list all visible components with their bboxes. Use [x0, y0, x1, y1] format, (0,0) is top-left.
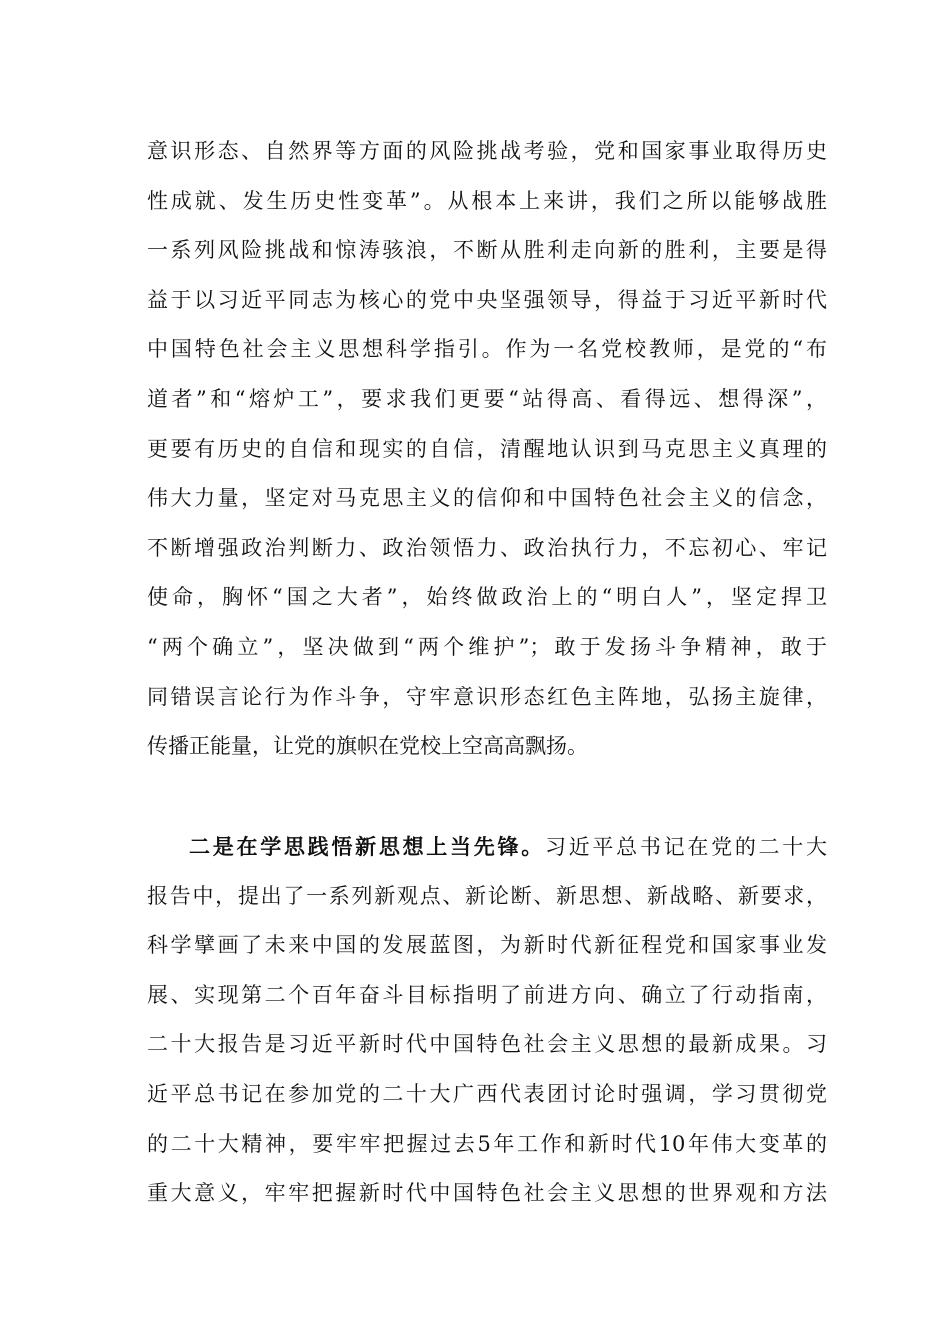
paragraph-line: 重大意义，牢牢把握新时代中国特色社会主义思想的世界观和方法: [147, 1181, 827, 1206]
paragraph-line: 道者”和“熔炉工”，要求我们更要“站得高、看得远、想得深”，: [147, 386, 827, 411]
paragraph-line: 二十大报告是习近平新时代中国特色社会主义思想的最新成果。习: [147, 1032, 827, 1057]
paragraph-line: 传播正能量，让党的旗帜在党校上空高高飘扬。: [147, 734, 588, 759]
paragraph-line: 科学擘画了未来中国的发展蓝图，为新时代新征程党和国家事业发: [147, 933, 827, 958]
paragraph-line: 近平总书记在参加党的二十大广西代表团讨论时强调，学习贯彻党: [147, 1081, 827, 1106]
paragraph-line: “两个确立”，坚决做到“两个维护”；敢于发扬斗争精神，敢于: [147, 634, 827, 659]
paragraph-line: 不断增强政治判断力、政治领悟力、政治执行力，不忘初心、牢记: [147, 535, 827, 560]
paragraph-line: 性成就、发生历史性变革”。从根本上来讲，我们之所以能够战胜: [147, 188, 827, 213]
paragraph-line: 伟大力量，坚定对马克思主义的信仰和中国特色社会主义的信念，: [147, 486, 827, 511]
paragraph-2: [147, 822, 827, 1219]
paragraph-line: 使命，胸怀“国之大者”，始终做政治上的“明白人”，坚定捍卫: [147, 585, 827, 610]
paragraph-line: 意识形态、自然界等方面的风险挑战考验，党和国家事业取得历史: [147, 139, 827, 163]
paragraph-line: 展、实现第二个百年奋斗目标指明了前进方向、确立了行动指南，: [147, 982, 827, 1007]
paragraph-first-line: [147, 822, 827, 872]
paragraph-line-text: 习近平总书记在党的二十大: [544, 835, 828, 859]
paragraph-line: 报告中，提出了一系列新观点、新论断、新思想、新战略、新要求，: [147, 883, 827, 908]
paragraph-line: 同错误言论行为作斗争，守牢意识形态红色主阵地，弘扬主旋律，: [147, 684, 827, 709]
paragraph-line: 更要有历史的自信和现实的自信，清醒地认识到马克思主义真理的: [147, 436, 827, 461]
section-lead-heading: 二是在学思践悟新思想上当先锋。: [189, 834, 545, 859]
paragraph-line: 中国特色社会主义思想科学指引。作为一名党校教师，是党的“布: [147, 337, 827, 362]
paragraph-1: [147, 127, 827, 772]
paragraph-line: 一系列风险挑战和惊涛骇浪，不断从胜利走向新的胜利，主要是得: [147, 238, 827, 263]
paragraph-line: 的二十大精神，要牢牢把握过去5年工作和新时代10年伟大变革的: [147, 1131, 827, 1156]
paragraph-line: 益于以习近平同志为核心的党中央坚强领导，得益于习近平新时代: [147, 287, 827, 312]
